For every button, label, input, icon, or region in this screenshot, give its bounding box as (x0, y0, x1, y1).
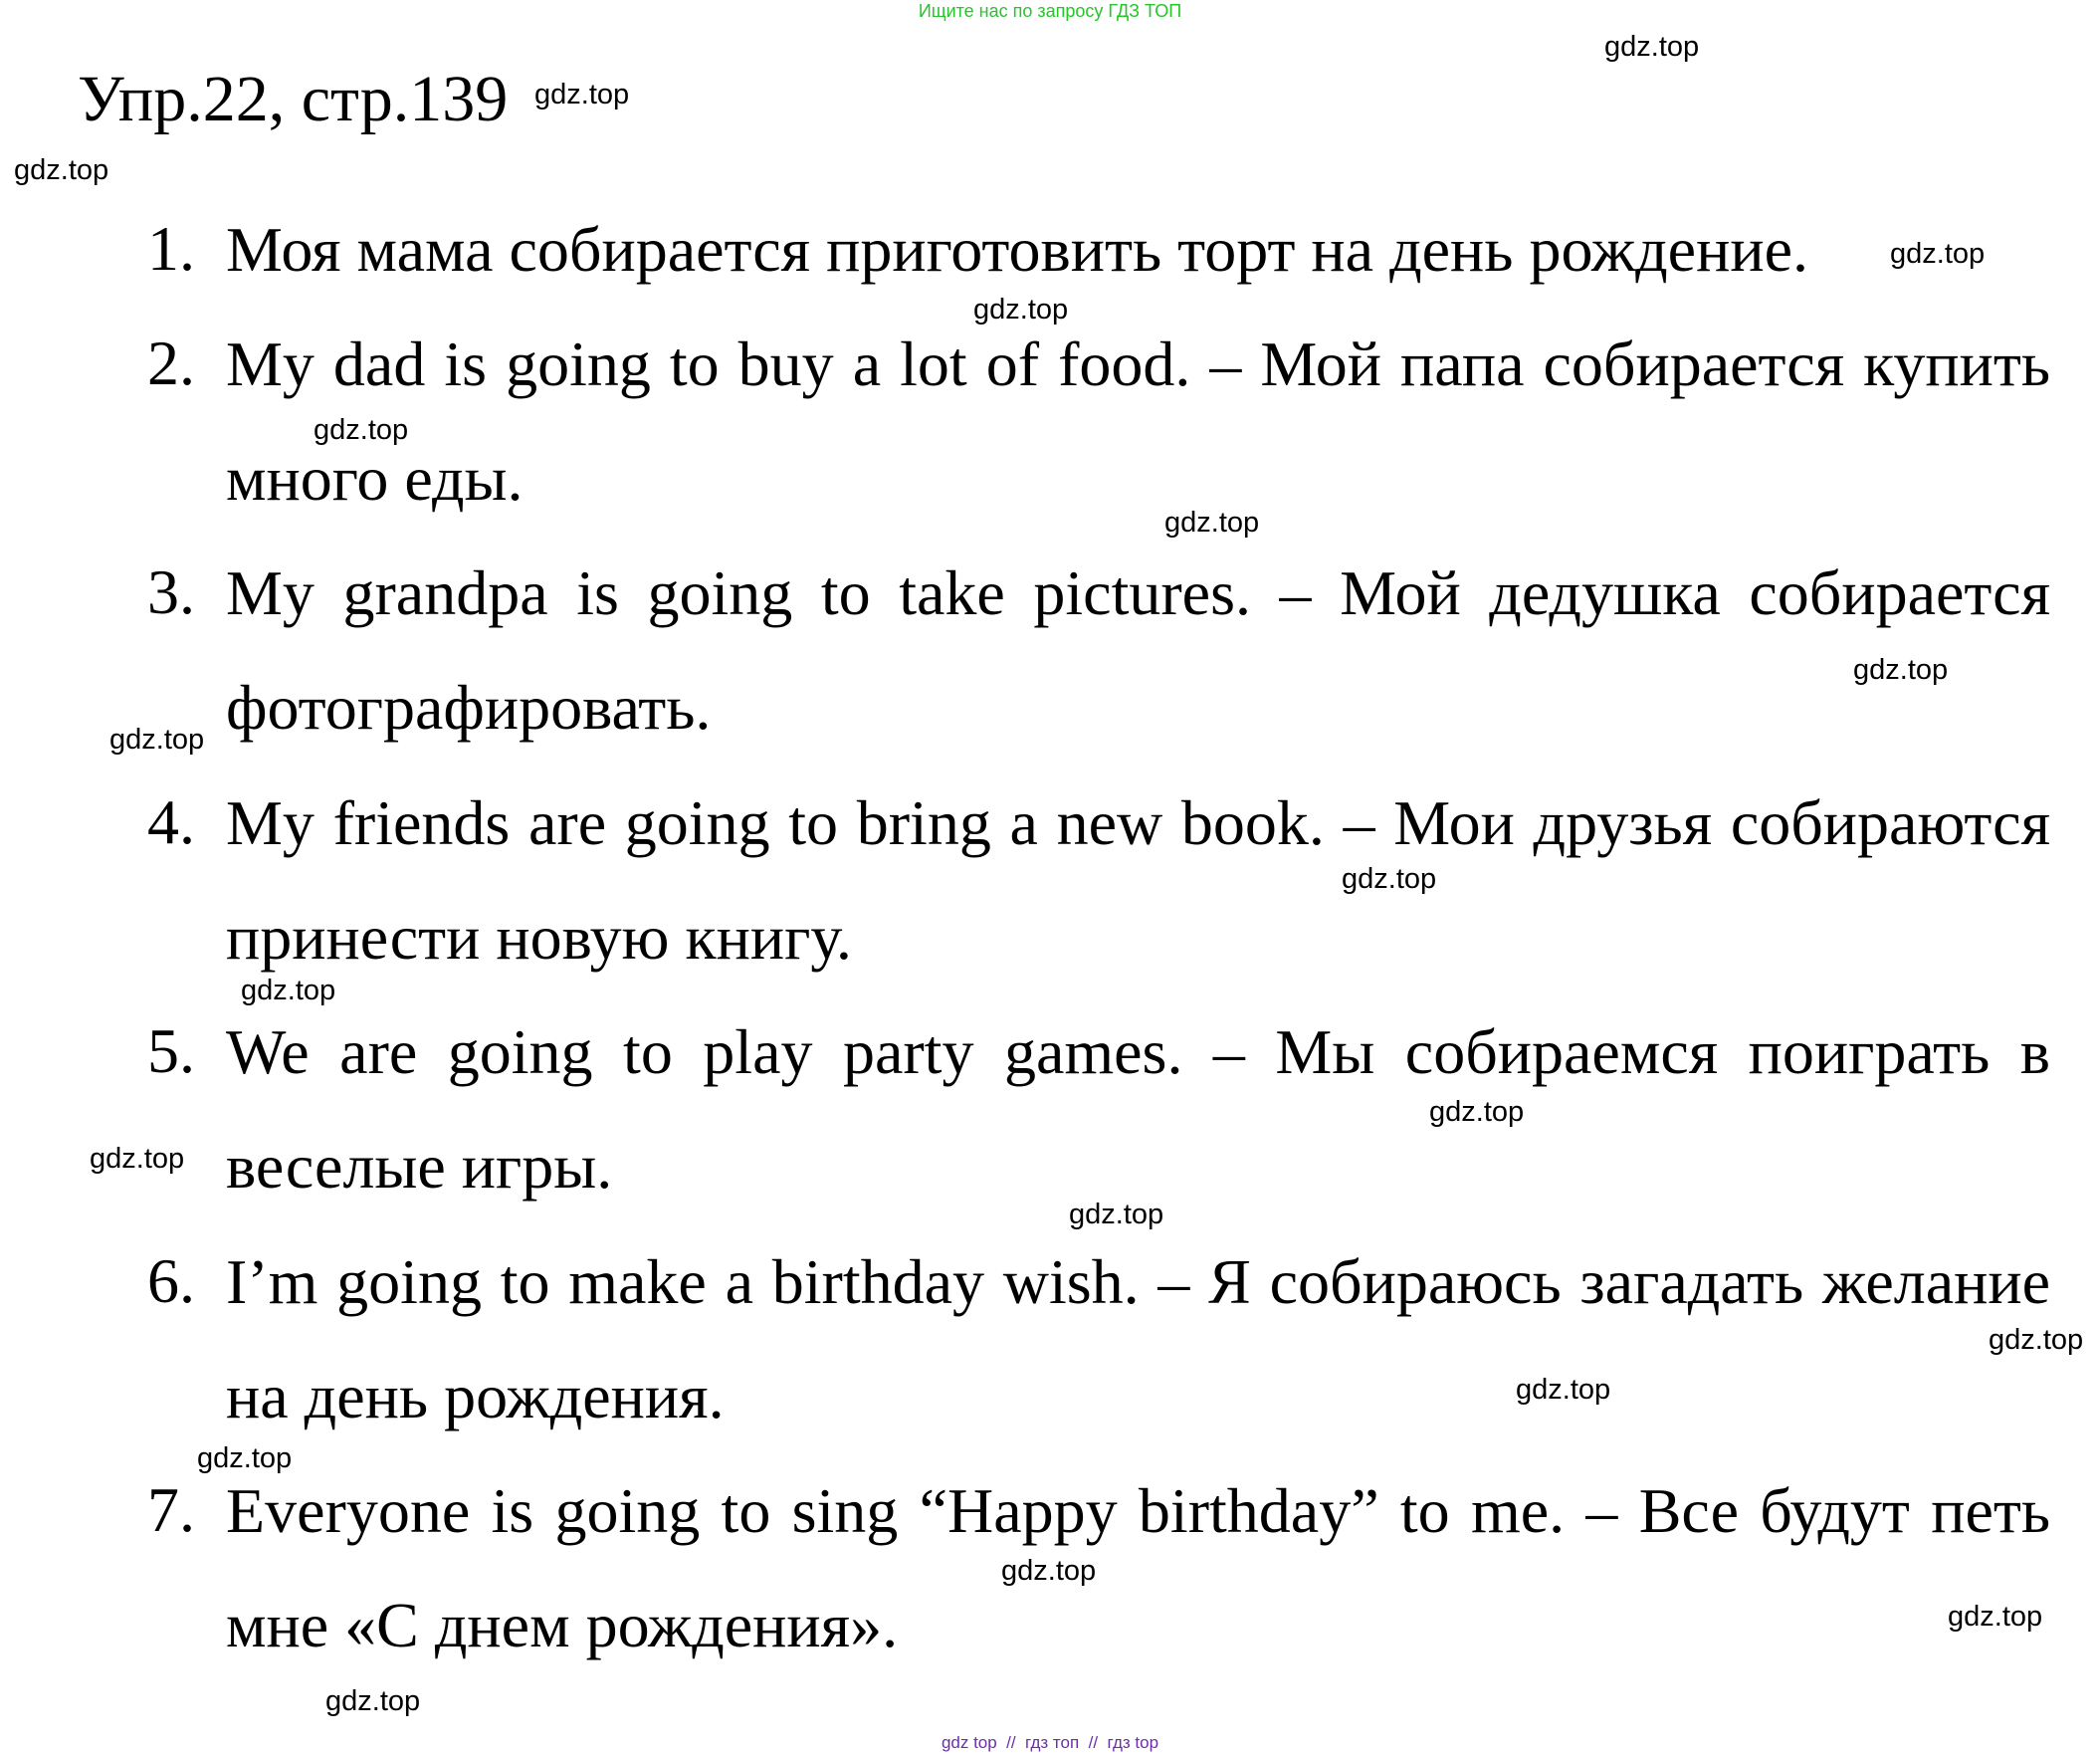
watermark: gdz.top (1429, 1096, 1525, 1128)
item-text-5: We are going to play party games. – Мы собираемся поиграть в веселые игры. (226, 1016, 2050, 1202)
watermark: gdz.top (1948, 1601, 2043, 1633)
watermark: gdz.top (1342, 863, 1437, 895)
watermark: gdz.top (534, 79, 630, 110)
item-number-6: 6. (147, 1245, 195, 1316)
item-number-5: 5. (147, 1015, 195, 1086)
item-text-2: My dad is going to buy a lot of food. – Мой папа собирается купить много еды. (226, 329, 2050, 514)
page-title: Упр.22, стр.139 (78, 63, 509, 135)
item-number-2: 2. (147, 328, 195, 398)
watermark: gdz.top (973, 294, 1069, 326)
watermark: gdz.top (197, 1442, 293, 1474)
watermark: gdz.top (14, 154, 109, 186)
watermark: gdz.top (325, 1685, 421, 1717)
watermark: gdz.top (1069, 1199, 1164, 1230)
item-text-4: My friends are going to bring a new book. – Мои друзья собираются принести новую книгу. (226, 787, 2050, 973)
item-number-4: 4. (147, 786, 195, 857)
item-text-6: I’m going to make a birthday wish. – Я собираюсь загадать желание на день рождения. (226, 1246, 2050, 1431)
watermark: gdz.top (109, 724, 205, 756)
watermark: gdz.top (1516, 1374, 1611, 1406)
watermark: gdz.top (1164, 507, 1260, 539)
item-text-7: Everyone is going to sing “Happy birthday” to me. – Все будут петь мне «С днем рождения». (226, 1475, 2050, 1660)
watermark: gdz.top (1989, 1324, 2084, 1356)
watermark: gdz.top (241, 975, 336, 1006)
watermark: gdz.top (90, 1143, 185, 1175)
footer-watermark: gdz top // гдз топ // гдз top (941, 1733, 1159, 1752)
top-banner: Ищите нас по запросу ГДЗ ТОП (918, 1, 1182, 21)
watermark: gdz.top (1604, 31, 1700, 63)
watermark: gdz.top (1853, 654, 1949, 686)
watermark: gdz.top (1890, 238, 1986, 270)
item-text-1: Моя мама собирается приготовить торт на день рождение. (226, 214, 1808, 285)
watermark: gdz.top (1001, 1555, 1097, 1587)
item-number-3: 3. (147, 556, 195, 627)
item-number-7: 7. (147, 1474, 195, 1545)
watermark: gdz.top (314, 414, 409, 446)
item-text-3: My grandpa is going to take pictures. – Мой дедушка собирается фотографировать. (226, 557, 2050, 743)
item-number-1: 1. (147, 213, 195, 284)
